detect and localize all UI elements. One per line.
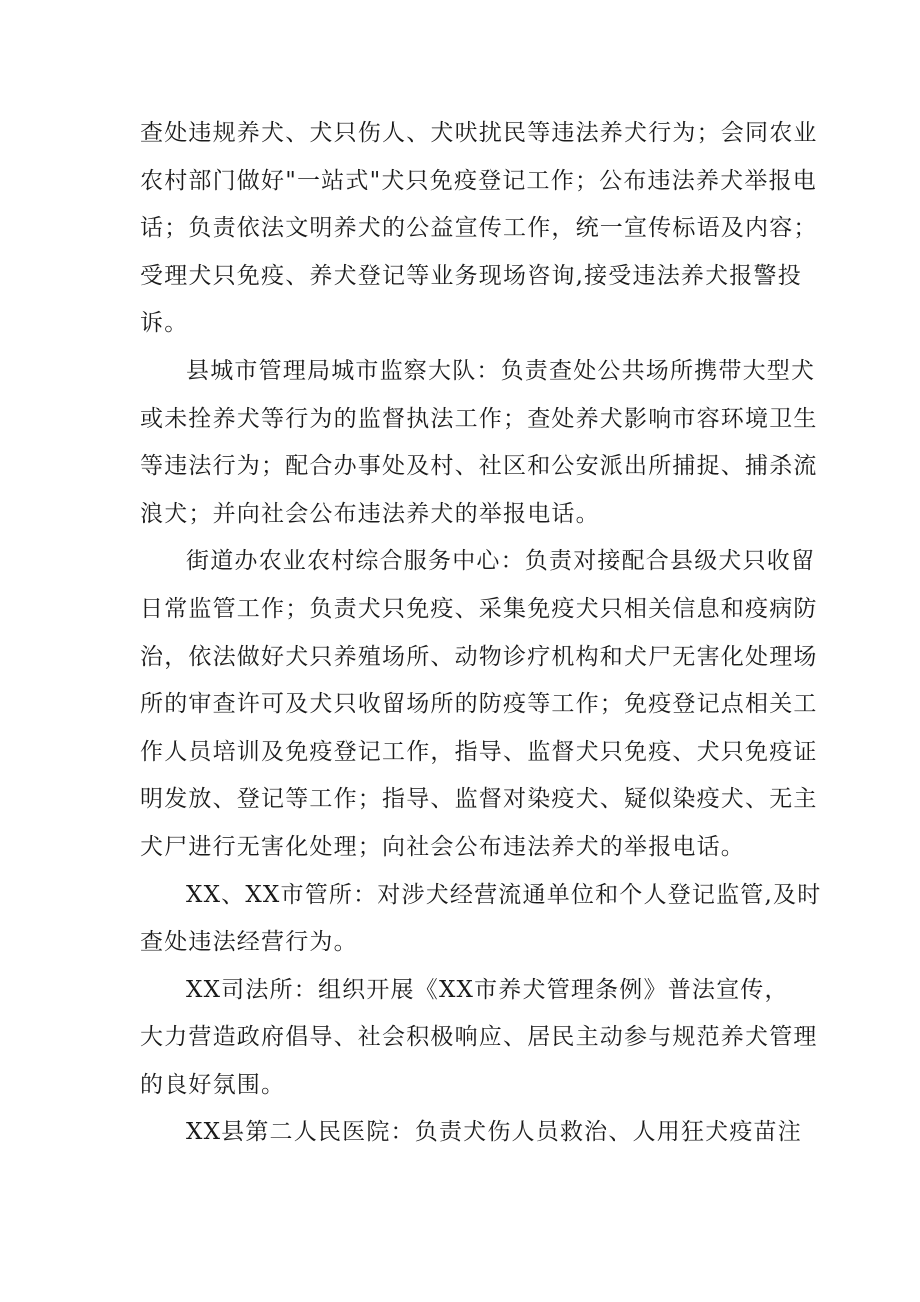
text-line: 或未拴养犬等行为的监督执法工作；查处养犬影响市容环境卫生 — [140, 405, 818, 432]
text-line: 的良好氛围。 — [140, 1071, 286, 1098]
text-line: 浪犬；并向社会公布违法养犬的举报电话。 — [140, 500, 600, 527]
text-line: 治，依法做好犬只养殖场所、动物诊疗机构和犬尸无害化处理场 — [140, 643, 818, 670]
text-line: 日常监管工作；负责犬只免疫、采集免疫犬只相关信息和疫病防 — [140, 595, 818, 622]
text-line: 等违法行为；配合办事处及村、社区和公安派出所捕捉、捕杀流 — [140, 453, 818, 480]
text-line: XX司法所：组织开展《XX市养犬管理条例》普法宣传， — [186, 976, 789, 1003]
text-line: 查处违规养犬、犬只伤人、犬吠扰民等违法养犬行为；会同农业 — [140, 120, 818, 146]
paragraph-public-security-duties — [140, 110, 818, 348]
text-line: 查处违法经营行为。 — [140, 929, 358, 956]
text-line: XX、XX市管所：对涉犬经营流通单位和个人登记监管,及时 — [186, 881, 822, 908]
paragraph-judicial-office — [140, 967, 818, 1110]
text-line: 明发放、登记等工作；指导、监督对染疫犬、疑似染疫犬、无主 — [140, 786, 818, 813]
document-body — [140, 110, 822, 1157]
text-line: 话；负责依法文明养犬的公益宣传工作，统一宣传标语及内容； — [140, 215, 818, 242]
text-line: 作人员培训及免疫登记工作，指导、监督犬只免疫、犬只免疫证 — [140, 738, 818, 765]
paragraph-urban-management — [140, 348, 818, 538]
text-line: 所的审查许可及犬只收留场所的防疫等工作；免疫登记点相关工 — [140, 691, 818, 718]
text-line: 县城市管理局城市监察大队：负责查处公共场所携带大型犬 — [186, 357, 816, 384]
text-line: 犬尸进行无害化处理；向社会公布违法养犬的举报电话。 — [140, 833, 745, 860]
text-line: 农村部门做好"一站式"犬只免疫登记工作；公布违法养犬举报电 — [140, 167, 817, 194]
text-line: 诉。 — [140, 310, 189, 337]
text-line: 受理犬只免疫、养犬登记等业务现场咨询,接受违法养犬报警投 — [140, 262, 802, 289]
paragraph-market-management — [140, 872, 822, 967]
paragraph-agriculture-service-center — [140, 538, 818, 871]
text-line: 街道办农业农村综合服务中心：负责对接配合县级犬只收留 — [186, 548, 816, 575]
paragraph-hospital — [140, 1109, 800, 1157]
text-line: 大力营造政府倡导、社会积极响应、居民主动参与规范养犬管理 — [140, 1024, 818, 1051]
text-line: XX县第二人民医院：负责犬伤人员救治、人用狂犬疫苗注 — [186, 1119, 802, 1146]
